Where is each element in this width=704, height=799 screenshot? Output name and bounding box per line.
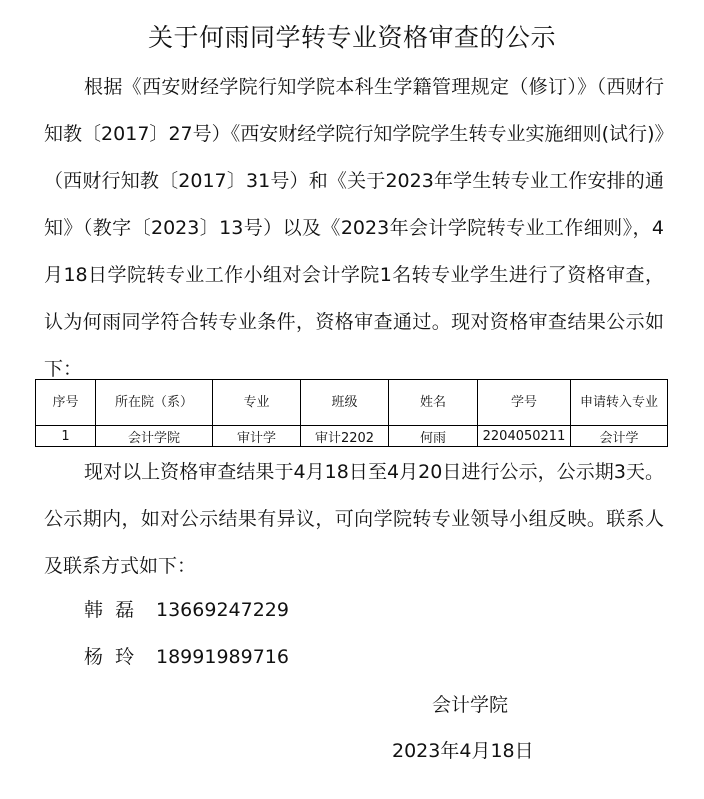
header-name: 姓名 bbox=[389, 380, 478, 426]
header-index: 序号 bbox=[36, 380, 96, 426]
cell-class: 审计2202 bbox=[301, 426, 389, 447]
notice-paragraph: 现对以上资格审查结果于4月18日至4月20日进行公示，公示期3天。公示期内，如对公示结果有异议，可向学院转专业领导小组反映。联系人及联系方式如下： bbox=[44, 461, 664, 577]
contact-name: 杨 玲 bbox=[84, 646, 135, 668]
header-major: 专业 bbox=[213, 380, 301, 426]
table-header-row bbox=[36, 380, 668, 426]
document-title: 关于何雨同学转专业资格审查的公示 bbox=[147, 23, 556, 52]
signature-date: 2023年4月18日 bbox=[392, 740, 534, 762]
header-target-major: 申请转入专业 bbox=[571, 380, 668, 426]
header-student-id: 学号 bbox=[478, 380, 571, 426]
cell-student-id: 2204050211 bbox=[478, 426, 571, 447]
review-result-table bbox=[35, 379, 668, 447]
contact-line bbox=[84, 645, 289, 669]
cell-target-major: 会计学 bbox=[571, 426, 668, 447]
cell-major: 审计学 bbox=[213, 426, 301, 447]
header-college: 所在院（系） bbox=[96, 380, 213, 426]
contact-name: 韩 磊 bbox=[84, 599, 135, 621]
contact-line bbox=[84, 598, 289, 622]
cell-name: 何雨 bbox=[389, 426, 478, 447]
signature-org: 会计学院 bbox=[432, 694, 509, 716]
contact-phone: 13669247229 bbox=[156, 599, 289, 621]
cell-college: 会计学院 bbox=[96, 426, 213, 447]
cell-index: 1 bbox=[36, 426, 96, 447]
contact-phone: 18991989716 bbox=[156, 646, 289, 668]
header-class: 班级 bbox=[301, 380, 389, 426]
intro-paragraph: 根据《西安财经学院行知学院本科生学籍管理规定（修订）》（西财行知教〔2017〕27号）《西安财经学院行知学院学生转专业实施细则(试行)》（西财行知教〔2017〕31号）和《关于2023年学生转专业工作安排的通知》（教字〔2023〕13号）以及《2023年会计学院转专业工作细则》，4月18日学院转专业工作小组对会计学院1名转专业学生进行了资格审查，认为何雨同学符合转专业条件，资格审查通过。现对资格审查结果公示如下： bbox=[44, 76, 664, 380]
table-row bbox=[36, 426, 668, 447]
